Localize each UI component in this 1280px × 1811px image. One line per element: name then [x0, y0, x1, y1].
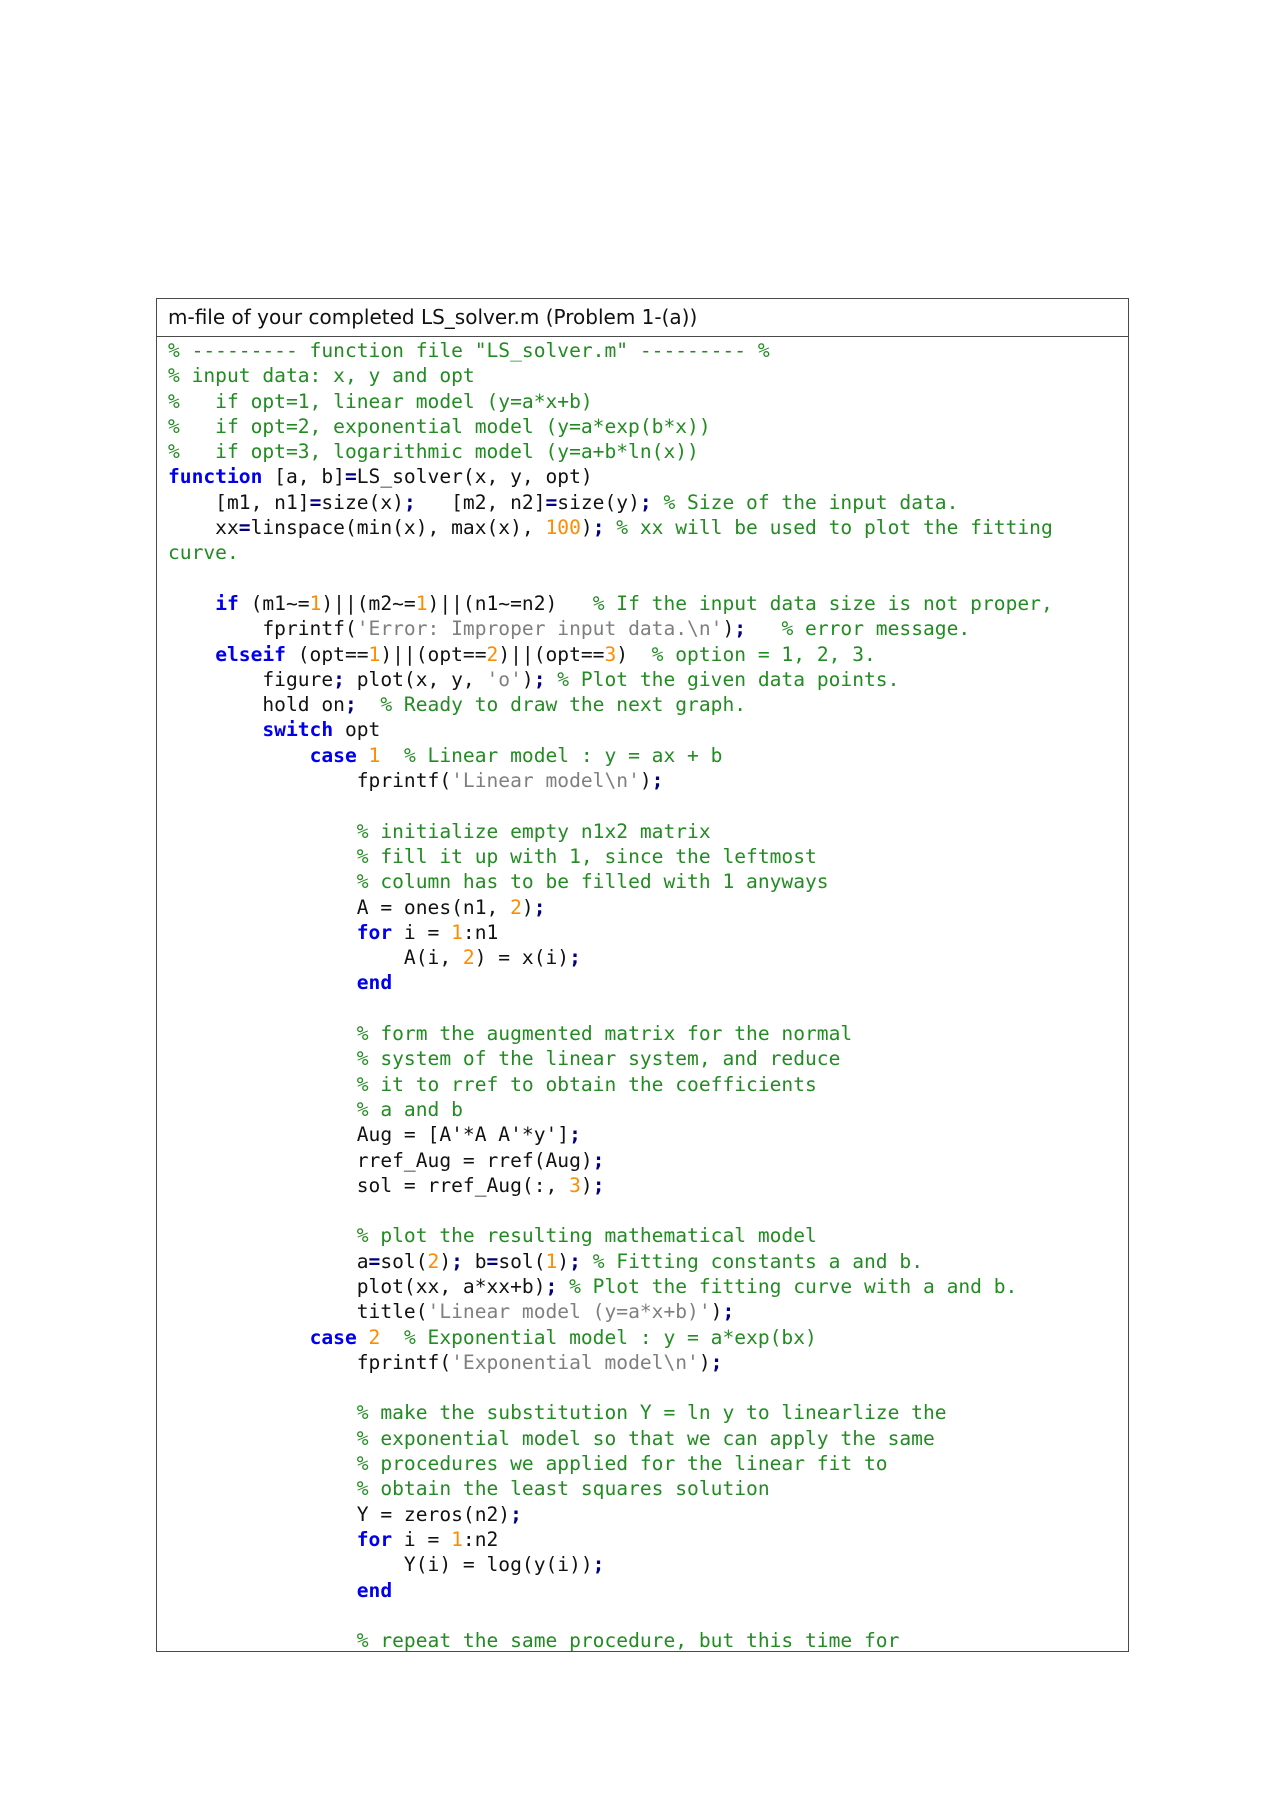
code-token	[168, 1047, 357, 1070]
code-token: ;	[451, 1249, 463, 1273]
code-token	[168, 592, 215, 615]
code-token: % system of the linear system, and reduce	[356, 1047, 841, 1071]
code-token	[746, 617, 781, 640]
code-token	[652, 491, 664, 514]
code-token: figure	[168, 667, 334, 691]
code-token	[168, 1326, 310, 1349]
code-block	[157, 337, 1128, 1652]
code-token: % input data: x, y and opt	[168, 364, 475, 388]
code-token: =	[545, 490, 558, 514]
code-token	[380, 744, 404, 767]
code-token: ;	[592, 1553, 605, 1577]
code-token: 1	[415, 591, 428, 615]
code-line	[168, 869, 1128, 894]
code-token: elseif	[215, 642, 286, 666]
code-token	[168, 744, 310, 767]
code-token	[168, 870, 357, 893]
code-token: )	[521, 667, 534, 691]
code-line	[168, 1502, 1128, 1527]
code-token: % Exponential model : y = a*exp(bx)	[403, 1325, 817, 1349]
code-token: ;	[403, 490, 416, 514]
code-token	[168, 845, 357, 868]
code-token: LS_solver(x, y, opt)	[356, 465, 593, 489]
code-token: ;	[722, 1300, 735, 1324]
code-token: ;	[734, 617, 747, 641]
code-token: rref_Aug = rref(Aug)	[168, 1148, 593, 1172]
code-token	[168, 643, 215, 666]
code-token: % xx will be used to plot the fitting	[616, 516, 1053, 540]
code-line	[168, 970, 1128, 995]
code-token: =	[344, 465, 357, 489]
code-token: =	[368, 1249, 381, 1273]
code-line	[168, 1451, 1128, 1476]
code-token: % obtain the least squares solution	[356, 1477, 770, 1501]
code-token	[168, 971, 357, 994]
code-token: 1	[451, 920, 463, 944]
code-token: switch	[262, 718, 334, 742]
code-token: % initialize empty n1x2 matrix	[356, 819, 711, 843]
code-token: if	[215, 591, 239, 615]
code-token: % column has to be filled with 1 anyways	[356, 870, 829, 894]
code-line	[168, 1350, 1128, 1375]
code-token	[168, 1528, 357, 1551]
code-line	[168, 566, 1128, 591]
code-token: )	[616, 642, 652, 666]
code-token: i =	[392, 1527, 452, 1551]
code-token: sol = rref_Aug(:,	[168, 1173, 570, 1197]
code-token	[168, 1098, 357, 1121]
code-token: % Size of the input data.	[663, 490, 959, 514]
code-line	[168, 1527, 1128, 1552]
code-token: 'Exponential model\n'	[451, 1350, 699, 1374]
code-token: % Fitting constants a and b.	[592, 1249, 923, 1273]
code-token: ;	[710, 1350, 723, 1374]
code-line	[168, 793, 1128, 818]
code-token: 1	[309, 591, 322, 615]
code-token: 'Linear model (y=a*x+b)'	[427, 1300, 711, 1324]
code-token: case	[309, 1325, 357, 1349]
code-token: 2	[486, 642, 499, 666]
code-token: for	[356, 920, 393, 944]
code-line	[168, 1097, 1128, 1122]
code-token: size(y)	[557, 490, 640, 514]
code-token: ;	[592, 1148, 605, 1172]
code-line	[168, 667, 1128, 692]
code-token: 2	[510, 895, 522, 919]
code-token: % if opt=3, logarithmic model (y=a+b*ln(x))	[168, 440, 699, 464]
code-line	[168, 1223, 1128, 1248]
code-token: % Plot the given data points.	[557, 667, 900, 691]
code-token: ) = x(i)	[474, 946, 570, 970]
code-line	[168, 1046, 1128, 1071]
code-token: case	[309, 743, 357, 767]
code-token: ;	[333, 667, 345, 691]
code-token: )	[439, 1249, 452, 1273]
code-token: )||(opt==	[380, 642, 487, 666]
code-token: 1	[368, 642, 381, 666]
code-token: :n1	[462, 920, 499, 944]
code-line	[168, 895, 1128, 920]
code-token	[357, 744, 369, 767]
code-token: A = ones(n1,	[168, 895, 511, 919]
code-token: ;	[592, 1173, 605, 1197]
code-line	[168, 1299, 1128, 1324]
code-token: % Plot the fitting curve with a and b.	[569, 1274, 1018, 1298]
code-token	[168, 1629, 357, 1652]
code-line	[168, 1628, 1128, 1652]
code-token: =	[238, 516, 251, 540]
code-line	[168, 515, 1128, 540]
code-token: ;	[510, 1502, 522, 1526]
code-token: curve.	[168, 541, 239, 565]
code-line	[168, 414, 1128, 439]
code-token: % Linear model : y = ax + b	[403, 743, 723, 767]
code-token	[557, 1275, 569, 1298]
code-listing-box	[156, 298, 1129, 1652]
code-token: % repeat the same procedure, but this time for	[356, 1629, 900, 1652]
code-token: 2	[427, 1249, 440, 1273]
code-line	[168, 743, 1128, 768]
code-token: opt	[333, 718, 381, 742]
code-token: )||(m2~=	[321, 591, 416, 615]
code-token: % procedures we applied for the linear fit to	[356, 1452, 888, 1476]
code-token: % --------- function file "LS_solver.m" --------- %	[168, 339, 770, 362]
code-token: % plot the resulting mathematical model	[356, 1224, 817, 1248]
code-token	[168, 1224, 357, 1247]
code-token: end	[356, 1578, 393, 1602]
code-line	[168, 1198, 1128, 1223]
code-token: % form the augmented matrix for the normal	[356, 1022, 853, 1046]
code-token: % a and b	[356, 1097, 463, 1121]
code-token: )	[580, 516, 593, 540]
code-token: 1	[451, 1527, 463, 1551]
code-token: 3	[604, 642, 617, 666]
listing-header: m-file of your completed LS_solver.m (Problem 1-(a))	[157, 299, 1128, 337]
code-token	[168, 1477, 357, 1500]
code-token: ;	[533, 667, 546, 691]
code-token	[168, 1073, 357, 1096]
code-line	[168, 1274, 1128, 1299]
code-token	[357, 693, 381, 716]
code-token: ;	[651, 769, 664, 793]
code-token: sol(	[380, 1249, 428, 1273]
code-token	[168, 1452, 357, 1475]
code-token: )	[722, 617, 735, 641]
code-token: (m1~=	[238, 591, 310, 615]
code-line	[168, 439, 1128, 464]
code-line	[168, 1552, 1128, 1577]
code-line	[168, 1578, 1128, 1603]
code-line	[168, 1325, 1128, 1350]
code-line	[168, 464, 1128, 489]
code-token: % option = 1, 2, 3.	[651, 642, 876, 666]
code-token: [m2, n2]	[415, 490, 546, 514]
code-token: fprintf(	[168, 617, 357, 641]
code-line	[168, 490, 1128, 515]
code-token	[581, 1250, 593, 1273]
code-token: )	[698, 1350, 711, 1374]
code-token: :n2	[462, 1527, 499, 1551]
code-token	[168, 1427, 357, 1450]
code-line	[168, 819, 1128, 844]
code-line	[168, 591, 1128, 616]
code-token: )	[557, 1249, 570, 1273]
code-token: fprintf(	[168, 769, 452, 793]
code-line	[168, 363, 1128, 388]
code-line	[168, 1426, 1128, 1451]
code-line	[168, 1122, 1128, 1147]
code-line	[168, 1603, 1128, 1628]
code-token: )||(n1~=n2)	[427, 591, 593, 615]
code-token: 2	[368, 1325, 381, 1349]
code-token: Y = zeros(n2)	[168, 1502, 511, 1526]
code-token: for	[356, 1527, 393, 1551]
code-token	[168, 718, 262, 741]
code-token: ;	[592, 516, 605, 540]
code-token	[380, 1326, 404, 1349]
code-token: % it to rref to obtain the coefficients	[356, 1072, 817, 1096]
code-line	[168, 1400, 1128, 1425]
code-line	[168, 1476, 1128, 1501]
code-token: )	[710, 1300, 723, 1324]
code-token: 1	[368, 743, 381, 767]
code-line	[168, 1375, 1128, 1400]
code-token	[546, 668, 558, 691]
code-token: end	[356, 971, 393, 995]
code-line	[168, 717, 1128, 742]
code-token: 3	[569, 1173, 581, 1197]
code-token: 100	[545, 516, 581, 540]
code-token: plot(xx, a*xx+b)	[168, 1274, 546, 1298]
code-line	[168, 996, 1128, 1021]
code-token: A(i,	[168, 946, 463, 970]
code-line	[168, 768, 1128, 793]
code-token: 1	[545, 1249, 558, 1273]
code-token: % If the input data size is not proper,	[592, 591, 1053, 615]
code-token: % make the substitution Y = ln y to linearlize the	[356, 1401, 947, 1425]
code-token	[168, 1579, 357, 1602]
code-token: % if opt=1, linear model (y=a*x+b)	[168, 389, 593, 413]
code-token	[168, 1401, 357, 1424]
code-token: [a, b]	[262, 465, 345, 489]
code-token	[168, 1022, 357, 1045]
code-token: ;	[639, 490, 652, 514]
code-token: )	[580, 1173, 593, 1197]
code-token: % error message.	[781, 617, 971, 641]
code-line	[168, 1249, 1128, 1274]
code-token: i =	[392, 920, 452, 944]
code-line	[168, 844, 1128, 869]
code-token: 'Error: Improper input data.\n'	[356, 617, 723, 641]
code-token: % fill it up with 1, since the leftmost	[356, 844, 817, 868]
code-token: 2	[462, 946, 475, 970]
code-line	[168, 616, 1128, 641]
code-line	[168, 338, 1128, 363]
code-token	[604, 516, 616, 539]
code-token: )||(opt==	[498, 642, 605, 666]
code-token: % Ready to draw the next graph.	[380, 693, 747, 717]
code-token: 'Linear model\n'	[451, 769, 640, 793]
code-token: =	[309, 490, 322, 514]
code-token: (opt==	[285, 642, 369, 666]
code-token: % exponential model so that we can apply the same	[356, 1426, 935, 1450]
code-token: )	[639, 769, 652, 793]
code-token: Y(i) = log(y(i))	[168, 1553, 593, 1577]
code-token	[168, 921, 357, 944]
code-token: fprintf(	[168, 1350, 452, 1374]
code-line	[168, 1148, 1128, 1173]
code-line	[168, 945, 1128, 970]
code-token: =	[486, 1249, 499, 1273]
code-token	[357, 1326, 369, 1349]
code-token: function	[168, 465, 263, 489]
code-token: 'o'	[486, 667, 522, 691]
code-token: linspace(min(x), max(x),	[250, 516, 546, 540]
code-line	[168, 1173, 1128, 1198]
code-token: ;	[344, 693, 357, 717]
code-token	[168, 820, 357, 843]
code-line	[168, 540, 1128, 565]
code-line	[168, 920, 1128, 945]
code-token: b	[462, 1249, 487, 1273]
code-token: a	[168, 1249, 369, 1273]
code-token: [m1, n1]	[168, 490, 310, 514]
code-token: ;	[545, 1274, 558, 1298]
code-line	[168, 692, 1128, 717]
code-token: )	[521, 895, 534, 919]
code-token: ;	[533, 895, 546, 919]
code-token: hold on	[168, 693, 345, 717]
code-token: plot(x, y,	[344, 667, 487, 691]
code-line	[168, 389, 1128, 414]
code-token: sol(	[498, 1249, 546, 1273]
code-token: title(	[168, 1300, 428, 1324]
code-line	[168, 642, 1128, 667]
code-token: xx	[168, 516, 239, 540]
code-token: Aug = [A'*A A'*y']	[168, 1123, 570, 1147]
code-token: ;	[569, 946, 581, 970]
code-token: ;	[569, 1249, 581, 1273]
code-token: size(x)	[321, 490, 404, 514]
code-line	[168, 1072, 1128, 1097]
code-token: % if opt=2, exponential model (y=a*exp(b*x))	[168, 414, 711, 438]
code-line	[168, 1021, 1128, 1046]
code-token: ;	[569, 1123, 581, 1147]
